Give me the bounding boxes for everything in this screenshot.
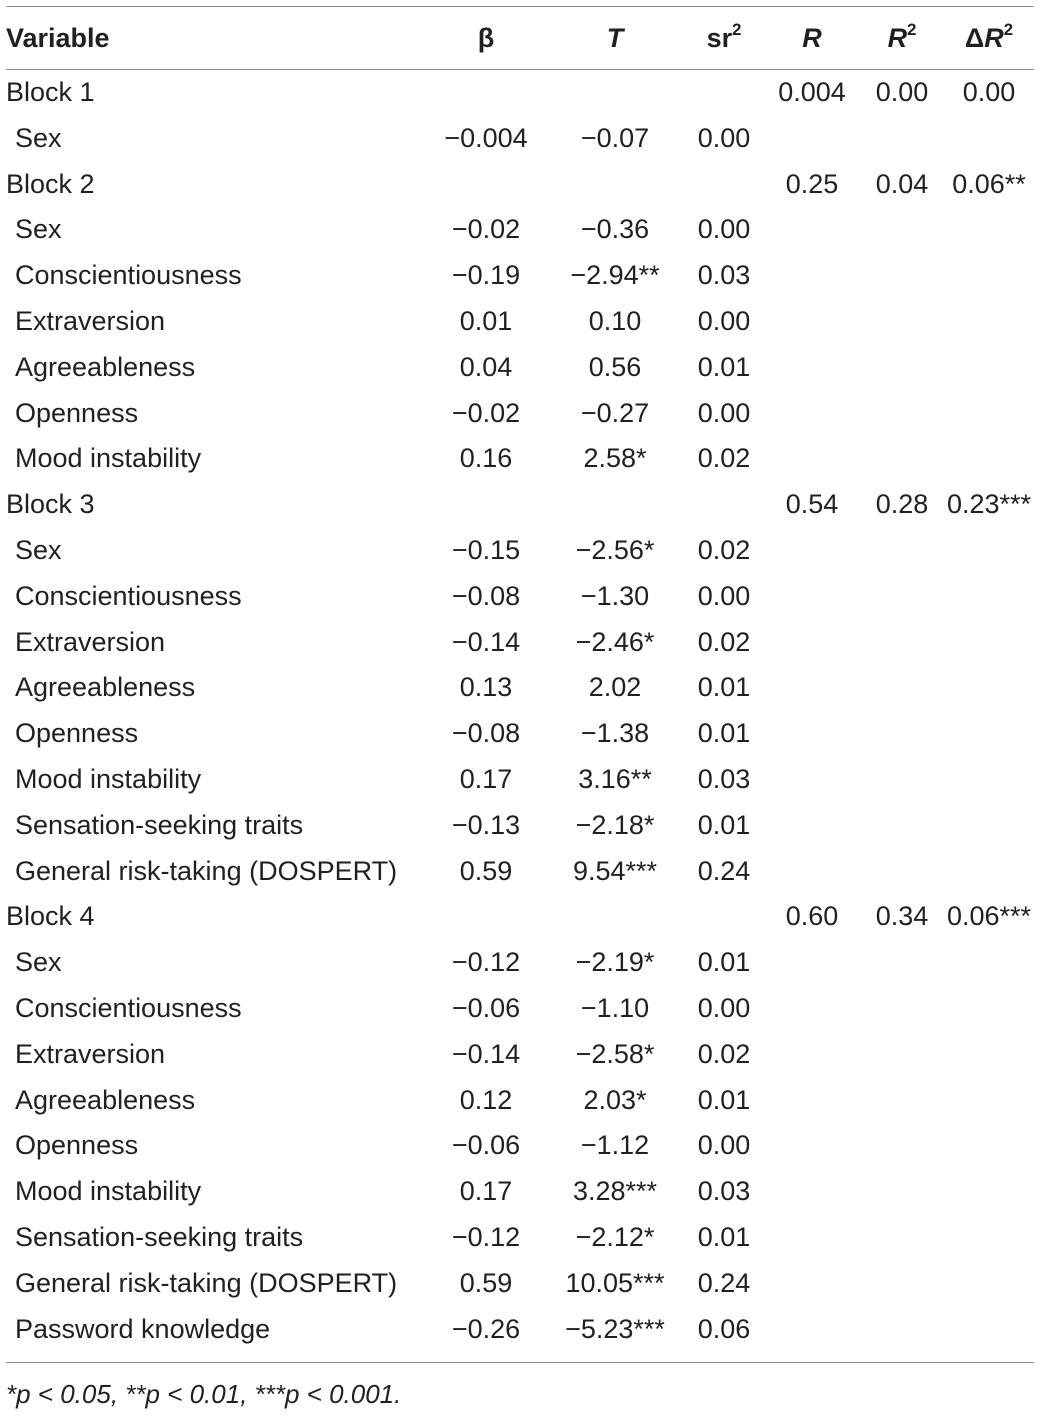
block-row bbox=[6, 894, 1034, 940]
beta-cell: −0.19 bbox=[451, 260, 521, 291]
r-cell: 0.004 bbox=[778, 77, 846, 107]
delta-r2-cell bbox=[944, 1032, 1034, 1078]
sr2-cell: 0.01 bbox=[697, 672, 751, 703]
beta-cell: −0.14 bbox=[451, 626, 521, 657]
beta-cell: 0.04 bbox=[459, 351, 513, 382]
r-cell bbox=[764, 1307, 860, 1353]
r2-cell bbox=[860, 574, 944, 620]
t-cell bbox=[546, 162, 684, 208]
t-cell bbox=[546, 482, 684, 528]
t-cell bbox=[546, 70, 684, 116]
variable-label: Password knowledge bbox=[15, 1313, 271, 1344]
r-cell bbox=[764, 1078, 860, 1124]
delta-r2-cell bbox=[944, 207, 1034, 253]
beta-cell: −0.08 bbox=[451, 580, 521, 611]
r-cell bbox=[764, 665, 860, 711]
beta-cell: 0.17 bbox=[459, 1176, 513, 1207]
variable-label: Agreeableness bbox=[15, 1084, 196, 1115]
beta-cell: −0.06 bbox=[451, 992, 521, 1023]
t-cell: −2.46* bbox=[575, 626, 655, 657]
delta-r2-cell: 0.06*** bbox=[946, 901, 1032, 932]
sr2-cell: 0.01 bbox=[697, 1084, 751, 1115]
r2-cell: 0.00 bbox=[875, 77, 929, 107]
delta-r2-cell bbox=[944, 1215, 1034, 1261]
t-cell: −1.12 bbox=[580, 1130, 650, 1161]
r2-cell bbox=[860, 1215, 944, 1261]
r-cell bbox=[764, 391, 860, 437]
variable-label: Sensation-seeking traits bbox=[15, 809, 304, 840]
delta-r2-cell bbox=[944, 574, 1034, 620]
table-row bbox=[6, 391, 1034, 437]
header-variable: Variable bbox=[6, 23, 110, 53]
delta-r2-cell bbox=[944, 345, 1034, 391]
table-row bbox=[6, 1307, 1034, 1353]
delta-r2-cell bbox=[944, 849, 1034, 895]
r2-cell bbox=[860, 757, 944, 803]
sr2-cell: 0.02 bbox=[697, 1038, 751, 1069]
beta-cell: −0.14 bbox=[451, 1038, 521, 1069]
block-label: Block 2 bbox=[6, 168, 95, 199]
r2-cell bbox=[860, 1032, 944, 1078]
delta-r2-cell bbox=[944, 1307, 1034, 1353]
beta-cell: −0.13 bbox=[451, 809, 521, 840]
delta-r2-cell bbox=[944, 253, 1034, 299]
header-r: R bbox=[802, 23, 822, 53]
delta-r2-cell: 0.23*** bbox=[946, 489, 1032, 520]
sr2-cell bbox=[684, 482, 764, 528]
t-cell: −2.56* bbox=[575, 534, 655, 565]
sr2-cell: 0.00 bbox=[697, 397, 751, 428]
variable-label: Mood instability bbox=[15, 443, 202, 474]
t-cell: −1.38 bbox=[580, 718, 650, 749]
beta-cell: 0.01 bbox=[459, 305, 513, 336]
variable-label: Agreeableness bbox=[15, 351, 196, 382]
bottom-rule bbox=[6, 1362, 1034, 1363]
variable-label: Mood instability bbox=[15, 763, 202, 794]
block-label: Block 4 bbox=[6, 901, 95, 932]
beta-cell: −0.12 bbox=[451, 947, 521, 978]
beta-cell: −0.08 bbox=[451, 718, 521, 749]
sr2-cell: 0.01 bbox=[697, 351, 751, 382]
t-cell: −2.94** bbox=[570, 260, 660, 291]
t-cell bbox=[546, 894, 684, 940]
table-row bbox=[6, 665, 1034, 711]
r-cell: 0.60 bbox=[785, 901, 839, 932]
delta-r2-cell bbox=[944, 1169, 1034, 1215]
block-label: Block 1 bbox=[6, 77, 95, 107]
variable-label: Sex bbox=[15, 947, 62, 978]
table-row bbox=[6, 1215, 1034, 1261]
r2-cell bbox=[860, 299, 944, 345]
t-cell: −0.07 bbox=[580, 122, 650, 153]
beta-cell: −0.12 bbox=[451, 1221, 521, 1252]
variable-label: Extraversion bbox=[15, 626, 166, 657]
t-cell: −5.23*** bbox=[565, 1313, 665, 1344]
delta-r2-cell bbox=[944, 116, 1034, 162]
t-cell: 0.10 bbox=[588, 305, 642, 336]
r2-cell: 0.04 bbox=[875, 168, 929, 199]
beta-cell: −0.06 bbox=[451, 1130, 521, 1161]
header-row bbox=[6, 7, 1034, 69]
r-cell bbox=[764, 757, 860, 803]
t-cell: 2.58* bbox=[583, 443, 647, 474]
beta-cell: −0.004 bbox=[444, 122, 528, 153]
delta-r2-cell bbox=[944, 436, 1034, 482]
beta-cell: −0.02 bbox=[451, 214, 521, 245]
header-t: T bbox=[606, 23, 624, 53]
variable-label: Agreeableness bbox=[15, 672, 196, 703]
table-row bbox=[6, 345, 1034, 391]
delta-r2-cell bbox=[944, 299, 1034, 345]
sr2-cell: 0.01 bbox=[697, 809, 751, 840]
r-cell bbox=[764, 803, 860, 849]
t-cell: 10.05*** bbox=[565, 1267, 665, 1298]
t-cell: 0.56 bbox=[588, 351, 642, 382]
sr2-cell: 0.00 bbox=[697, 992, 751, 1023]
r2-cell: 0.34 bbox=[875, 901, 929, 932]
r-cell: 0.54 bbox=[785, 489, 839, 520]
delta-r2-cell bbox=[944, 1078, 1034, 1124]
r-cell bbox=[764, 1169, 860, 1215]
r2-cell bbox=[860, 345, 944, 391]
variable-label: Extraversion bbox=[15, 1038, 166, 1069]
sr2-cell bbox=[684, 162, 764, 208]
header-delta-r2: $\Delta R^2$ bbox=[964, 19, 1014, 53]
variable-label: Openness bbox=[15, 718, 139, 749]
r-cell bbox=[764, 207, 860, 253]
sr2-cell: 0.01 bbox=[697, 718, 751, 749]
r2-cell bbox=[860, 665, 944, 711]
r-cell bbox=[764, 253, 860, 299]
r2-cell bbox=[860, 528, 944, 574]
r-cell bbox=[764, 299, 860, 345]
sr2-cell: 0.02 bbox=[697, 626, 751, 657]
beta-cell: 0.16 bbox=[459, 443, 513, 474]
t-cell: 3.16** bbox=[578, 763, 652, 794]
r-cell bbox=[764, 528, 860, 574]
r-cell bbox=[764, 436, 860, 482]
table-row bbox=[6, 849, 1034, 895]
t-cell: −2.58* bbox=[575, 1038, 655, 1069]
sr2-cell: 0.24 bbox=[697, 1267, 751, 1298]
table-row bbox=[6, 940, 1034, 986]
r-cell bbox=[764, 345, 860, 391]
beta-cell: −0.02 bbox=[451, 397, 521, 428]
sr2-cell: 0.03 bbox=[697, 1176, 751, 1207]
beta-cell bbox=[426, 70, 546, 116]
table-row bbox=[6, 574, 1034, 620]
r-cell bbox=[764, 711, 860, 757]
variable-label: Extraversion bbox=[15, 305, 166, 336]
delta-r2-cell: 0.00 bbox=[962, 77, 1016, 107]
sr2-cell: 0.00 bbox=[697, 580, 751, 611]
t-cell: −2.12* bbox=[575, 1221, 655, 1252]
sr2-cell: 0.00 bbox=[697, 305, 751, 336]
variable-label: Sensation-seeking traits bbox=[15, 1221, 304, 1252]
beta-cell: 0.59 bbox=[459, 1267, 513, 1298]
sr2-cell: 0.01 bbox=[697, 1221, 751, 1252]
table-row bbox=[6, 1261, 1034, 1307]
r2-cell bbox=[860, 1261, 944, 1307]
beta-cell: 0.59 bbox=[459, 855, 513, 886]
table-row bbox=[6, 207, 1034, 253]
r2-cell bbox=[860, 620, 944, 666]
r-cell bbox=[764, 986, 860, 1032]
delta-r2-cell: 0.06** bbox=[952, 168, 1026, 199]
variable-label: Sex bbox=[15, 214, 62, 245]
sr2-cell: 0.00 bbox=[697, 1130, 751, 1161]
r-cell bbox=[764, 1261, 860, 1307]
delta-r2-cell bbox=[944, 940, 1034, 986]
t-cell: −0.27 bbox=[580, 397, 650, 428]
table-row bbox=[6, 803, 1034, 849]
variable-label: Sex bbox=[15, 534, 62, 565]
header-beta: β bbox=[477, 23, 495, 53]
sr2-cell: 0.02 bbox=[697, 534, 751, 565]
r2-cell bbox=[860, 116, 944, 162]
beta-cell: 0.12 bbox=[459, 1084, 513, 1115]
r2-cell bbox=[860, 1169, 944, 1215]
sr2-cell: 0.06 bbox=[697, 1313, 751, 1344]
sr2-cell bbox=[684, 894, 764, 940]
t-cell: −1.10 bbox=[580, 992, 650, 1023]
delta-r2-cell bbox=[944, 620, 1034, 666]
r2-cell: 0.28 bbox=[875, 489, 929, 520]
table-row bbox=[6, 711, 1034, 757]
header-r2: $R^2$ bbox=[887, 19, 917, 53]
table-row bbox=[6, 1169, 1034, 1215]
table-row bbox=[6, 1078, 1034, 1124]
variable-label: Conscientiousness bbox=[15, 992, 242, 1023]
r2-cell bbox=[860, 253, 944, 299]
r2-cell bbox=[860, 1123, 944, 1169]
r-cell: 0.25 bbox=[785, 168, 839, 199]
sr2-cell: 0.02 bbox=[697, 443, 751, 474]
table-row bbox=[6, 986, 1034, 1032]
t-cell: 3.28*** bbox=[572, 1176, 658, 1207]
delta-r2-cell bbox=[944, 986, 1034, 1032]
variable-label: General risk-taking (DOSPERT) bbox=[15, 1267, 398, 1298]
delta-r2-cell bbox=[944, 1261, 1034, 1307]
table-row bbox=[6, 1032, 1034, 1078]
r2-cell bbox=[860, 940, 944, 986]
table-row bbox=[6, 528, 1034, 574]
table-row bbox=[6, 299, 1034, 345]
table-row bbox=[6, 620, 1034, 666]
beta-cell bbox=[426, 894, 546, 940]
r-cell bbox=[764, 940, 860, 986]
regression-table-body bbox=[6, 70, 1034, 1352]
regression-table bbox=[6, 7, 1034, 69]
beta-cell bbox=[426, 162, 546, 208]
block-label: Block 3 bbox=[6, 489, 95, 520]
r-cell bbox=[764, 1123, 860, 1169]
block-row bbox=[6, 482, 1034, 528]
r2-cell bbox=[860, 803, 944, 849]
t-cell: 9.54*** bbox=[572, 855, 658, 886]
delta-r2-cell bbox=[944, 665, 1034, 711]
sr2-cell: 0.03 bbox=[697, 260, 751, 291]
t-cell: −0.36 bbox=[580, 214, 650, 245]
table-row bbox=[6, 436, 1034, 482]
beta-cell: 0.13 bbox=[459, 672, 513, 703]
t-cell: −2.19* bbox=[575, 947, 655, 978]
delta-r2-cell bbox=[944, 803, 1034, 849]
sr2-cell: 0.00 bbox=[697, 122, 751, 153]
sr2-cell: 0.24 bbox=[697, 855, 751, 886]
t-cell: −1.30 bbox=[580, 580, 650, 611]
r2-cell bbox=[860, 1078, 944, 1124]
variable-label: General risk-taking (DOSPERT) bbox=[15, 855, 398, 886]
t-cell: 2.02 bbox=[588, 672, 642, 703]
table-row bbox=[6, 757, 1034, 803]
sr2-cell bbox=[684, 70, 764, 116]
delta-r2-cell bbox=[944, 757, 1034, 803]
beta-cell: −0.15 bbox=[451, 534, 521, 565]
r-cell bbox=[764, 620, 860, 666]
delta-r2-cell bbox=[944, 711, 1034, 757]
block-row bbox=[6, 162, 1034, 208]
variable-label: Conscientiousness bbox=[15, 260, 242, 291]
r2-cell bbox=[860, 1307, 944, 1353]
header-sr2: $sr^2$ bbox=[706, 19, 742, 53]
variable-label: Mood instability bbox=[15, 1176, 202, 1207]
variable-label: Sex bbox=[15, 122, 62, 153]
r-cell bbox=[764, 116, 860, 162]
sr2-cell: 0.01 bbox=[697, 947, 751, 978]
variable-label: Openness bbox=[15, 1130, 139, 1161]
delta-r2-cell bbox=[944, 528, 1034, 574]
r-cell bbox=[764, 574, 860, 620]
sr2-cell: 0.03 bbox=[697, 763, 751, 794]
r-cell bbox=[764, 1215, 860, 1261]
block-row bbox=[6, 70, 1034, 116]
r2-cell bbox=[860, 436, 944, 482]
table-footnote: *p < 0.05, **p < 0.01, ***p < 0.001. bbox=[6, 1379, 402, 1409]
table-row bbox=[6, 1123, 1034, 1169]
r2-cell bbox=[860, 207, 944, 253]
r2-cell bbox=[860, 391, 944, 437]
beta-cell bbox=[426, 482, 546, 528]
variable-label: Conscientiousness bbox=[15, 580, 242, 611]
delta-r2-cell bbox=[944, 391, 1034, 437]
table-body bbox=[6, 70, 1034, 1352]
delta-r2-cell bbox=[944, 1123, 1034, 1169]
r2-cell bbox=[860, 849, 944, 895]
table-row bbox=[6, 253, 1034, 299]
t-cell: −2.18* bbox=[575, 809, 655, 840]
r2-cell bbox=[860, 711, 944, 757]
beta-cell: −0.26 bbox=[451, 1313, 521, 1344]
regression-table-container bbox=[6, 6, 1034, 1363]
r2-cell bbox=[860, 986, 944, 1032]
table-row bbox=[6, 116, 1034, 162]
variable-label: Openness bbox=[15, 397, 139, 428]
r-cell bbox=[764, 1032, 860, 1078]
beta-cell: 0.17 bbox=[459, 763, 513, 794]
t-cell: 2.03* bbox=[583, 1084, 647, 1115]
sr2-cell: 0.00 bbox=[697, 214, 751, 245]
r-cell bbox=[764, 849, 860, 895]
